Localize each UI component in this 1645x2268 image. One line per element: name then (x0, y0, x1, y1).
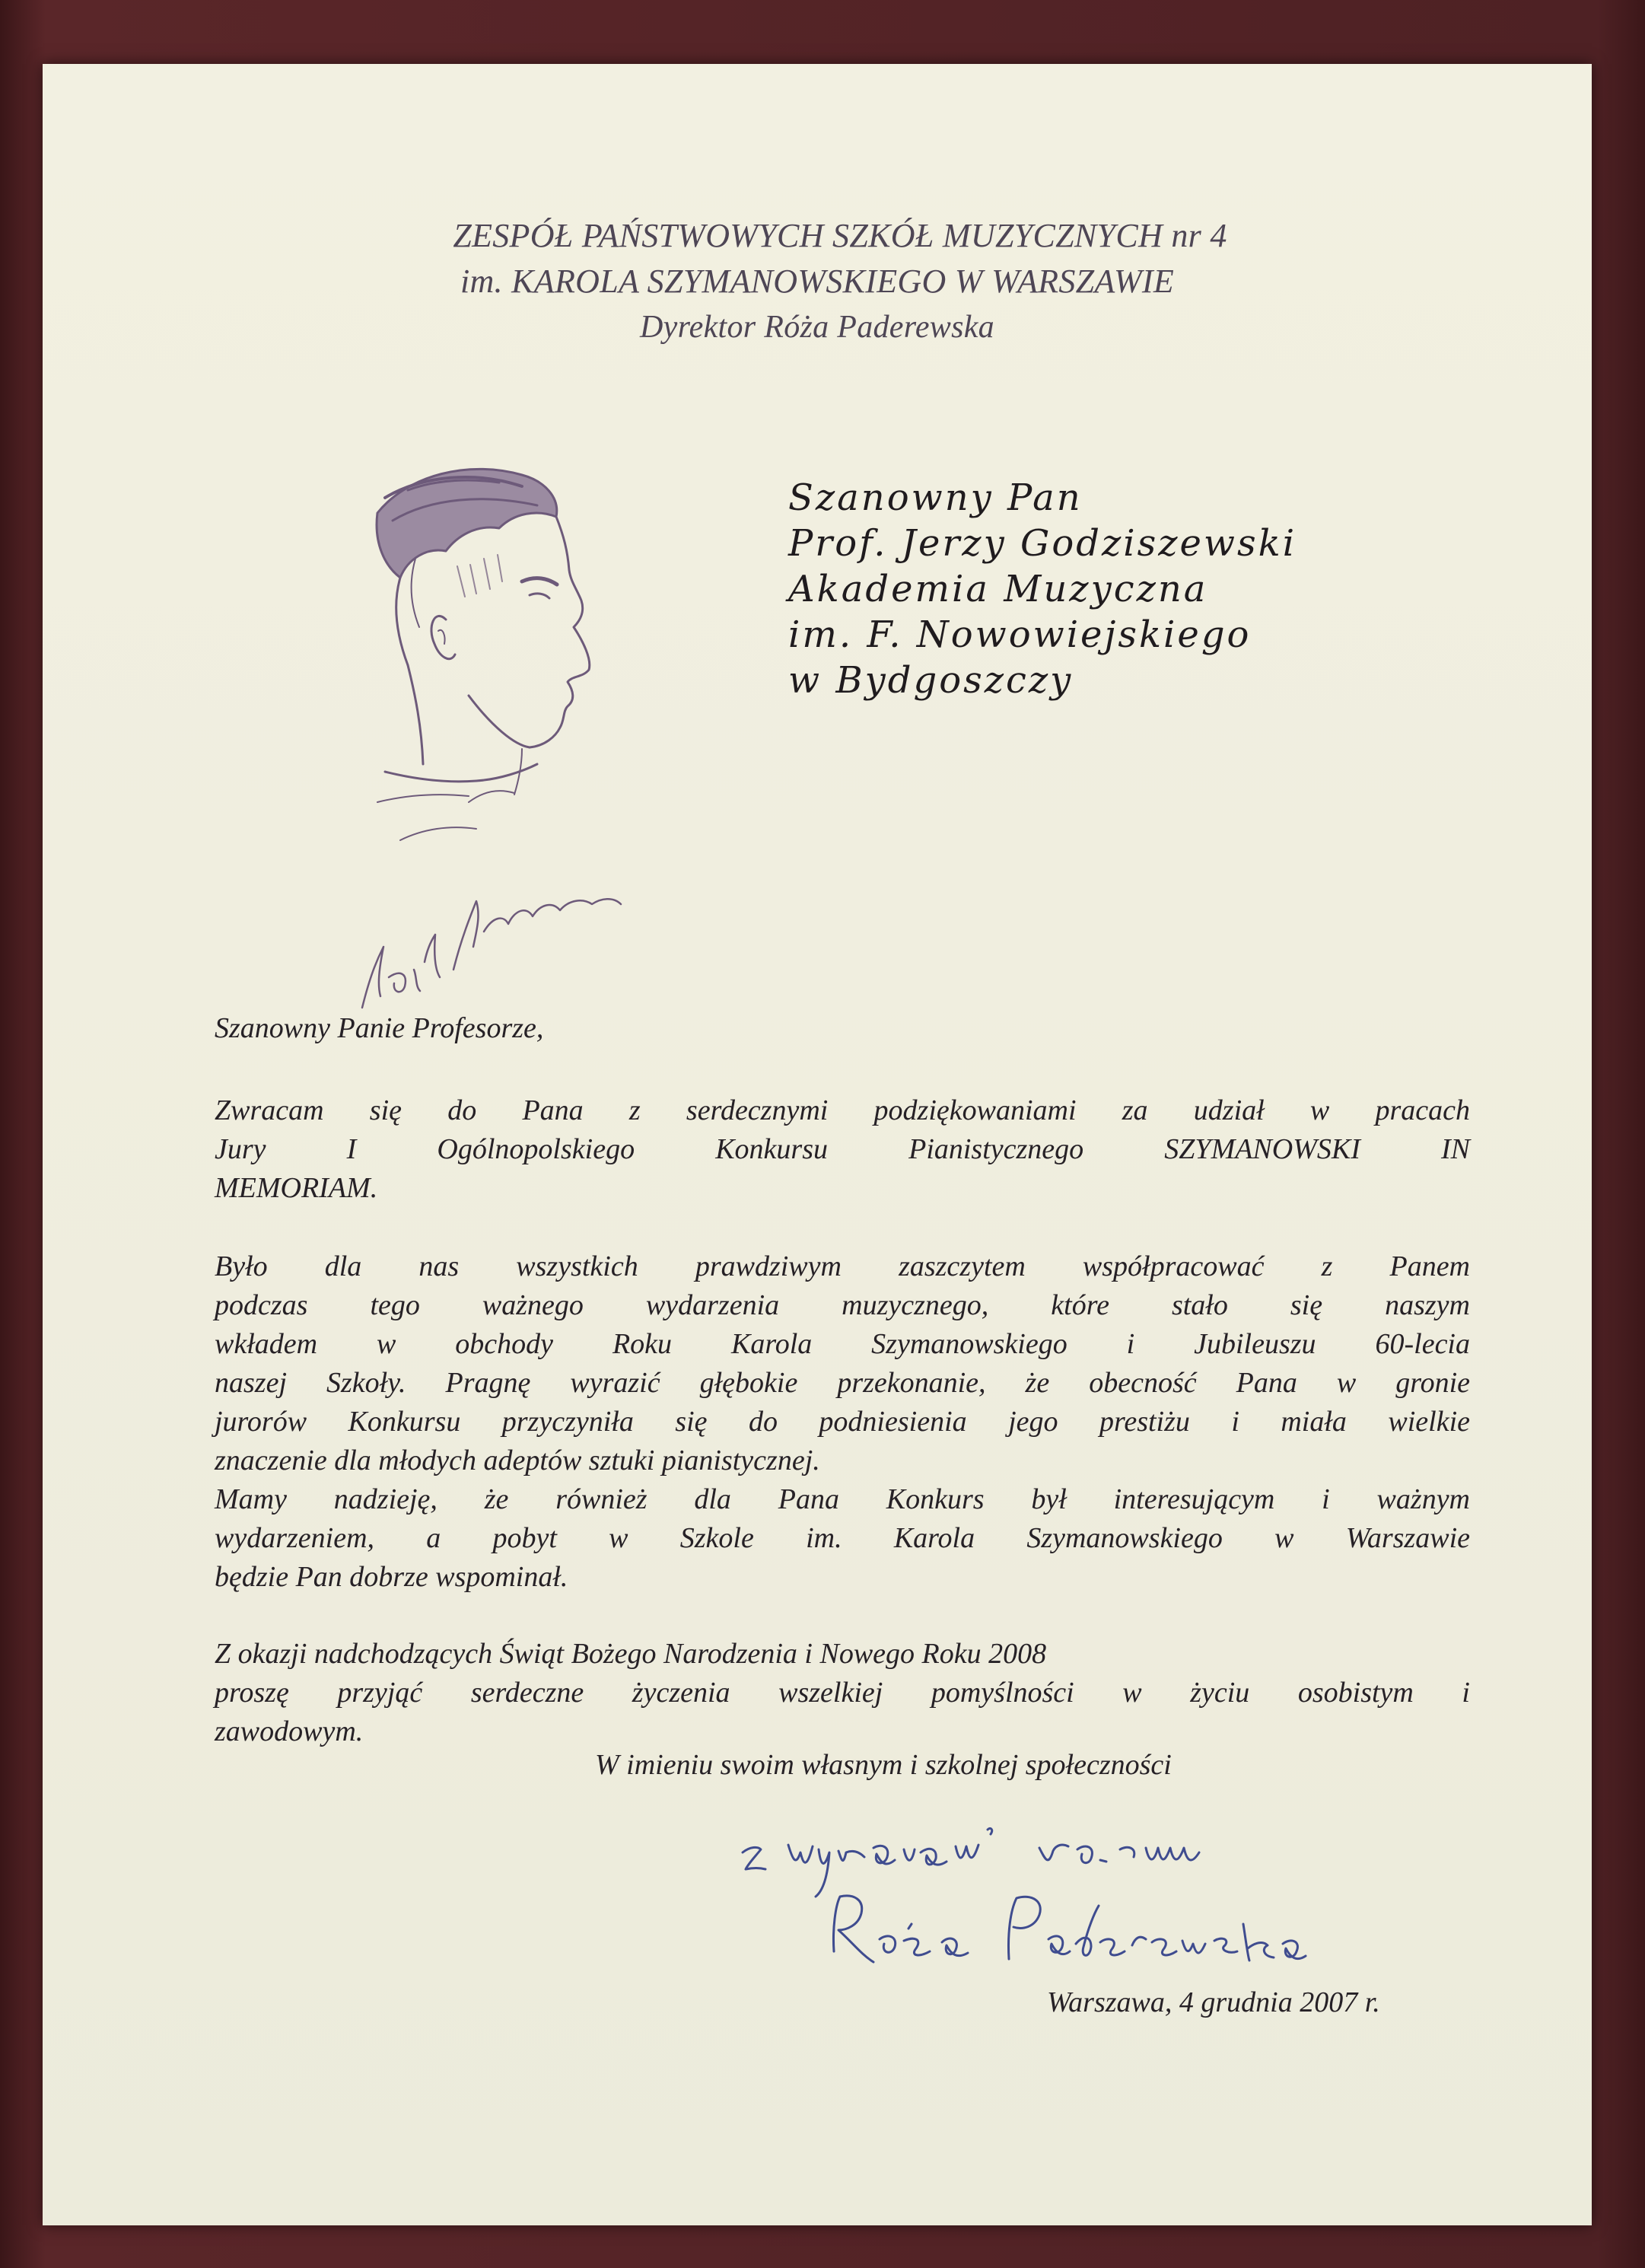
paragraph-line: Z okazji nadchodzących Świąt Bożego Narodzenia i Nowego Roku 2008 (215, 1638, 1047, 1670)
recipient-line: Akademia Muzyczna (788, 568, 1208, 610)
recipient-line: Szanowny Pan (788, 476, 1083, 519)
recipient-address (788, 475, 1297, 703)
paragraph-line: będzie Pan dobrze wspominał. (215, 1561, 568, 1593)
letter-sheet (43, 64, 1592, 2225)
letter-paragraph-2 (215, 1247, 1470, 1597)
recipient-line: Prof. Jerzy Godziszewski (788, 522, 1297, 565)
paragraph-line: naszej Szkoły. Pragnę wyrazić głębokie przekonanie, że obecność Pana w gronie (215, 1367, 1470, 1399)
letter-salutation: Szanowny Panie Profesorze, (215, 1012, 544, 1044)
paragraph-line: Jury I Ogólnopolskiego Konkursu Pianistycznego SZYMANOWSKI IN (215, 1133, 1470, 1165)
paragraph-line: podczas tego ważnego wydarzenia muzycznego, które stało się naszym (215, 1289, 1470, 1321)
paragraph-line: znaczenie dla młodych adeptów sztuki pianistycznej. (215, 1445, 820, 1476)
paragraph-line: zawodowym. (215, 1715, 364, 1747)
letter-paragraph-3 (215, 1635, 1470, 1751)
paragraph-line: wydarzeniem, a pobyt w Szkole im. Karola Szymanowskiego w Warszawie (215, 1522, 1470, 1554)
letterhead-school-patron: im. KAROLA SZYMANOWSKIEGO W WARSZAWIE (460, 263, 1175, 300)
letterhead-school-name: ZESPÓŁ PAŃSTWOWYCH SZKÓŁ MUZYCZNYCH nr 4 (453, 217, 1227, 254)
paragraph-line: Mamy nadzieję, że również dla Pana Konkurs był interesującym i ważnym (215, 1483, 1470, 1515)
place-and-date: Warszawa, 4 grudnia 2007 r. (1047, 1986, 1380, 2018)
szymanowski-portrait-sketch (294, 444, 689, 1023)
letter-closing: W imieniu swoim własnym i szkolnej społeczności (595, 1749, 1172, 1781)
paragraph-line: Było dla nas wszystkich prawdziwym zaszczytem współpracować z Panem (215, 1250, 1470, 1282)
paragraph-line: MEMORIAM. (215, 1172, 378, 1204)
letter-paragraph-1 (215, 1091, 1470, 1208)
paragraph-line: jurorów Konkursu przyczyniła się do podniesienia jego prestiżu i miała wielkie (215, 1406, 1470, 1438)
recipient-line: im. F. Nowowiejskiego (788, 613, 1252, 656)
paragraph-line: wkładem w obchody Roku Karola Szymanowskiego i Jubileuszu 60-lecia (215, 1328, 1470, 1360)
letterhead-director: Dyrektor Róża Paderewska (640, 310, 994, 345)
paragraph-line: proszę przyjąć serdeczne życzenia wszelkiej pomyślności w życiu osobistym i (215, 1677, 1470, 1709)
paragraph-line: Zwracam się do Pana z serdecznymi podziękowaniami za udział w pracach (215, 1094, 1470, 1126)
letterhead (43, 213, 1592, 350)
recipient-line: w Bydgoszczy (788, 659, 1074, 702)
